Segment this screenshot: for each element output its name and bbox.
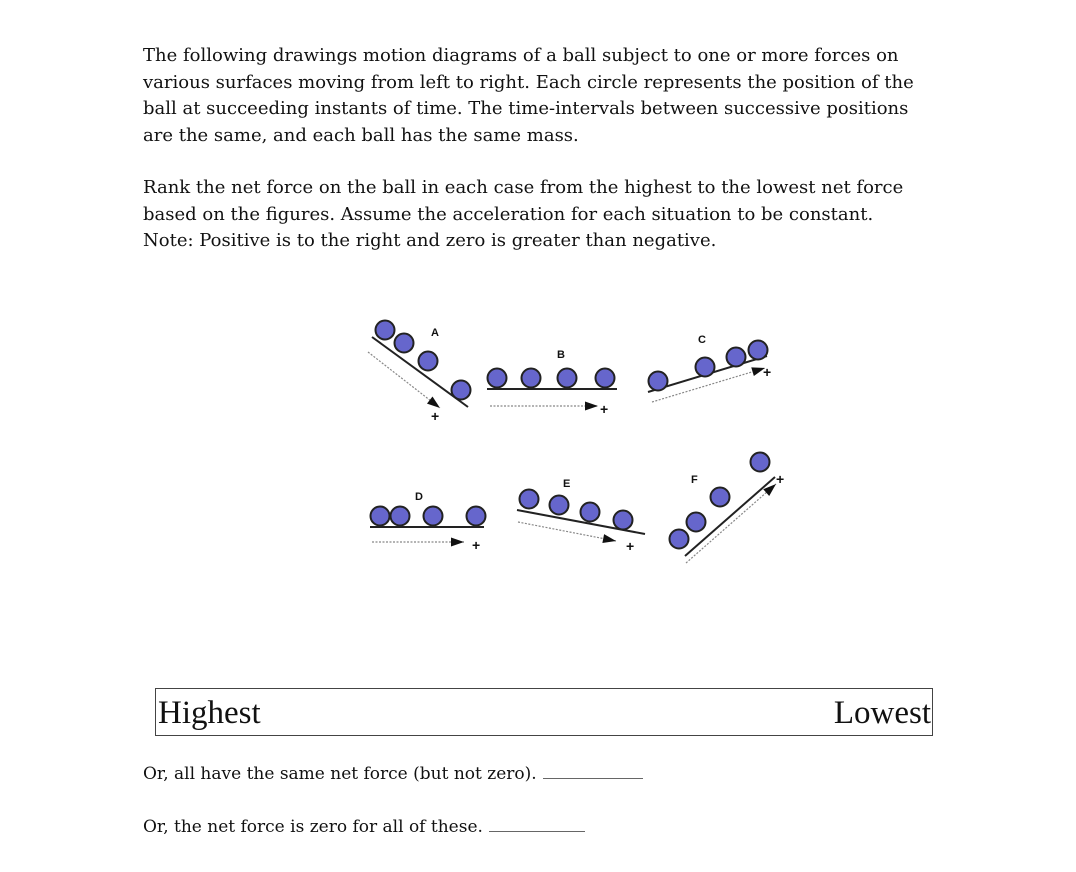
ranking-box[interactable] — [155, 688, 933, 736]
option-all-zero — [143, 816, 585, 838]
intro-line: are the same, and each ball has the same mass. — [143, 124, 579, 146]
ball — [727, 348, 746, 367]
ball — [419, 352, 438, 371]
option-same-nonzero-text: Or, all have the same net force (but not zero). — [143, 764, 537, 784]
ball — [452, 381, 471, 400]
arrow-head — [451, 538, 464, 547]
ball — [488, 369, 507, 388]
intro-line: various surfaces moving from left to right. Each circle represents the position of the — [143, 71, 914, 93]
ball — [520, 490, 539, 509]
option-same-nonzero — [143, 763, 643, 785]
arrow-head — [602, 534, 616, 543]
ball — [467, 507, 486, 526]
ball — [581, 503, 600, 522]
ball — [424, 507, 443, 526]
ball — [711, 488, 730, 507]
diagram-layer — [368, 321, 784, 564]
arrow-head — [585, 402, 598, 411]
ball — [649, 372, 668, 391]
plus-sign: + — [626, 538, 635, 554]
ball — [395, 334, 414, 353]
plus-sign: + — [600, 401, 609, 417]
ball — [371, 507, 390, 526]
ball — [550, 496, 569, 515]
ball — [558, 369, 577, 388]
diagram-label-f: F — [691, 474, 698, 486]
highest-label: Highest — [158, 695, 261, 731]
option-all-zero-text: Or, the net force is zero for all of these. — [143, 817, 483, 837]
intro-line: The following drawings motion diagrams of a ball subject to one or more forces on — [143, 45, 899, 66]
plus-sign: + — [472, 537, 481, 553]
diagram-label-d: D — [415, 491, 423, 503]
ball — [522, 369, 541, 388]
ball — [749, 341, 768, 360]
instructions-line: Rank the net force on the ball in each case from the highest to the lowest net force — [143, 177, 904, 198]
instructions-line: based on the figures. Assume the acceleration for each situation to be constant. — [143, 203, 874, 225]
intro-line: ball at succeeding instants of time. The time-intervals between successive positions — [143, 98, 909, 119]
ball — [376, 321, 395, 340]
ball — [596, 369, 615, 388]
ball — [670, 530, 689, 549]
diagram-label-e: E — [563, 478, 571, 490]
answer-blank[interactable] — [543, 777, 643, 779]
ball — [696, 358, 715, 377]
ball — [687, 513, 706, 532]
diagram-label-a: A — [431, 327, 439, 339]
plus-sign: + — [776, 471, 785, 487]
plus-sign: + — [431, 408, 440, 424]
ball — [751, 453, 770, 472]
diagram-label-b: B — [557, 349, 565, 361]
instructions-line: Note: Positive is to the right and zero is greater than negative. — [143, 230, 717, 251]
answer-blank[interactable] — [489, 830, 585, 832]
arrow-head — [427, 396, 440, 408]
ball — [391, 507, 410, 526]
lowest-label: Lowest — [833, 695, 931, 731]
ball — [614, 511, 633, 530]
diagram-label-c: C — [698, 334, 706, 346]
plus-sign: + — [763, 364, 772, 380]
